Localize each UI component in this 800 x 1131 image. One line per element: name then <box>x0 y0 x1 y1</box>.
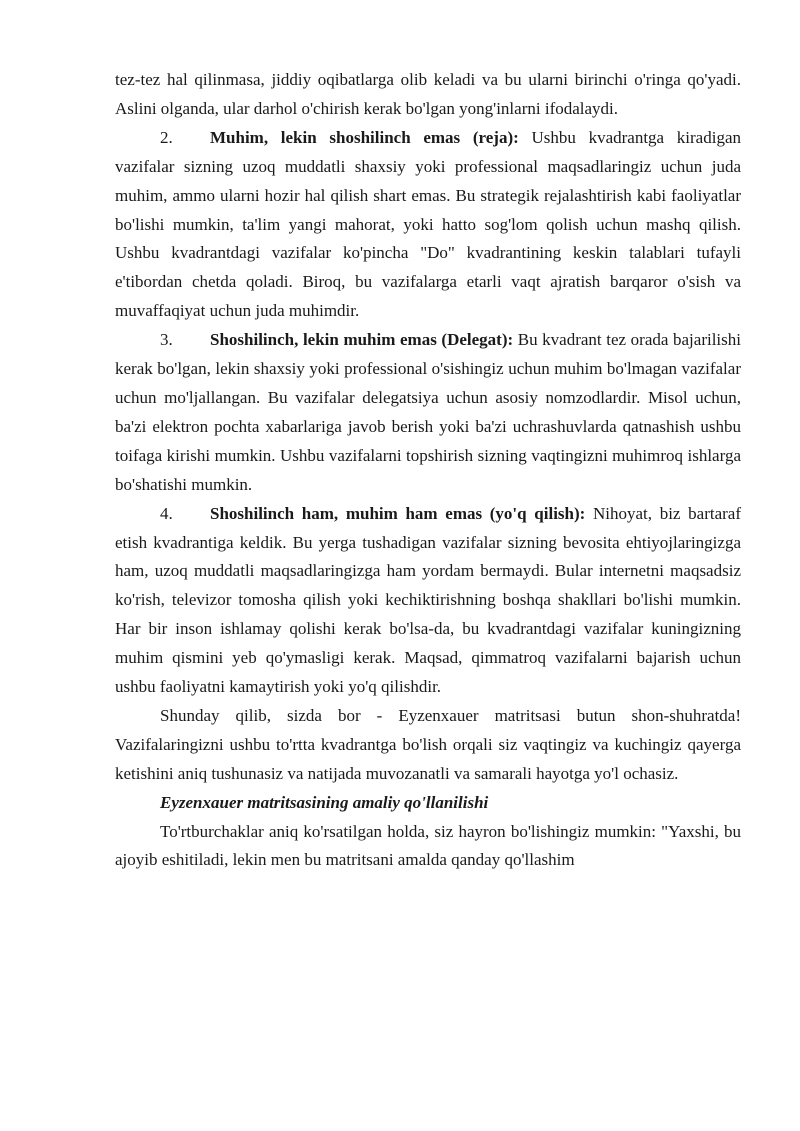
list-item-title: Shoshilinch ham, muhim ham emas (yo'q qilish): <box>210 503 586 523</box>
list-item-4 <box>115 500 741 702</box>
list-item-number: 4. <box>160 503 173 523</box>
list-item-title: Muhim, lekin shoshilinch emas (reja): <box>210 127 519 147</box>
list-item-title: Shoshilinch, lekin muhim emas (Delegat): <box>210 330 514 350</box>
list-item-text: Nihoyat, biz bartaraf etish kvadrantiga keldik. Bu yerga tushadigan vazifalar sizning bevosita ehtiyojlaringizga ham, uzoq muddatli maqsadlaringizga ham yordam bermaydi. Bular internetni maqsadsiz ko'rish, televizor tomosha qilish yoki kechiktirishning boshqa shakllari bo'lishi mumkin. Har bir inson ishlamay qolishi kerak bo'lsa-da, bu kvadrantdagi vazifalar kuningizning muhim qismini yeb qo'ymasligi kerak. Maqsad, qimmatroq vazifalarni bajarish uchun ushbu faoliyatni kamaytirish yoki yo'q qilishdir. <box>115 503 741 697</box>
section-heading: Eyzenxauer matritsasining amaliy qo'llanilishi <box>160 792 489 812</box>
list-item-3 <box>115 326 741 499</box>
list-item-2 <box>115 124 741 326</box>
list-item-number: 2. <box>160 127 173 147</box>
document-page <box>115 66 741 875</box>
section-intro-paragraph: To'rtburchaklar aniq ko'rsatilgan holda, siz hayron bo'lishingiz mumkin: "Yaxshi, bu ajoyib eshitiladi, lekin men bu matritsani amalda qanday qo'llashim <box>115 821 741 870</box>
list-item-text: Ushbu kvadrantga kiradigan vazifalar sizning uzoq muddatli shaxsiy yoki professional maqsadlaringiz uchun juda muhim, ammo ularni hozir hal qilish shart emas. Bu strategik rejalashtirish kabi faoliyatlar bo'lishi mumkin, ta'lim yangi mahorat, yoki hatto sog'lom qolish uchun mashq qilish. Ushbu kvadrantdagi vazifalar ko'pincha "Do" kvadrantining keskin talablari tufayli e'tibordan chetda qoladi. Biroq, bu vazifalarga etarli vaqt ajratish barqaror o'sish va muvaffaqiyat uchun juda muhimdir. <box>115 127 741 321</box>
continuation-paragraph: tez-tez hal qilinmasa, jiddiy oqibatlarga olib keladi va bu ularni birinchi o'ringa qo'yadi. Aslini olganda, ular darhol o'chirish kerak bo'lgan yong'inlarni ifodalaydi. <box>115 70 741 118</box>
list-item-text: Bu kvadrant tez orada bajarilishi kerak bo'lgan, lekin shaxsiy yoki professional o'sishingiz uchun muhim bo'lmagan vazifalar uchun mo'ljallangan. Bu vazifalar delegatsiya uchun asosiy nomzodlardir. Misol uchun, ba'zi elektron pochta xabarlariga javob berish yoki ba'zi uchrashuvlarda qatnashish ushbu toifaga kirishi mumkin. Ushbu vazifalarni topshirish sizning vaqtingizni muhimroq ishlarga bo'shatishi mumkin. <box>115 330 741 494</box>
list-item-number: 3. <box>160 330 173 350</box>
summary-paragraph: Shunday qilib, sizda bor - Eyzenxauer matritsasi butun shon-shuhratda! Vazifalaringizni ushbu to'rtta kvadrantga bo'lish orqali siz vaqtingiz va kuchingiz qayerga ketishini aniq tushunasiz va natijada muvozanatli va samarali hayotga yo'l ochasiz. <box>115 705 741 783</box>
